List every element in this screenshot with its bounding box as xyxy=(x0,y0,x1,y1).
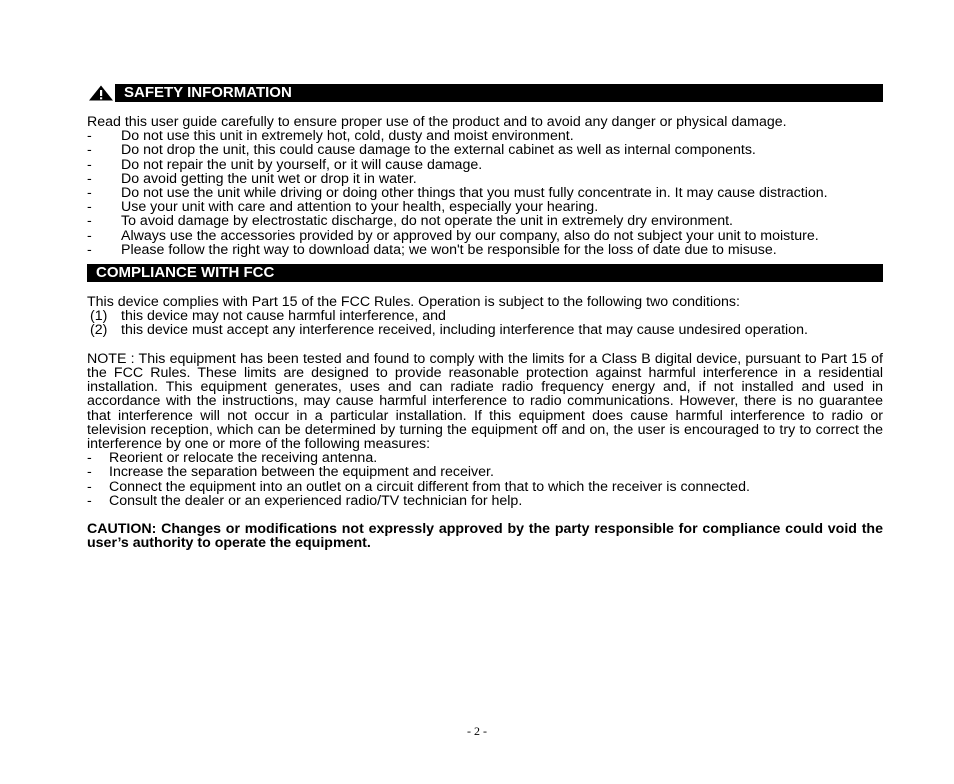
list-item xyxy=(87,214,883,228)
bullet-mark: - xyxy=(87,142,92,159)
condition-text: this device may not cause harmful interference, and xyxy=(121,308,446,325)
list-item-text: Increase the separation between the equipment and receiver. xyxy=(109,464,494,481)
list-item xyxy=(87,465,883,479)
list-item xyxy=(87,323,883,337)
safety-intro: Read this user guide carefully to ensure proper use of the product and to avoid any danger or physical damage. xyxy=(87,114,787,130)
list-item-text: Do not use this unit in extremely hot, cold, dusty and moist environment. xyxy=(121,128,574,145)
list-item-text: Do not use the unit while driving or doing other things that you must fully concentrate in. It may cause distraction. xyxy=(121,185,828,202)
bullet-mark: - xyxy=(87,185,92,202)
list-item-text: Always use the accessories provided by or approved by our company, also do not subject your unit to moisture. xyxy=(121,227,819,244)
fcc-title: COMPLIANCE WITH FCC xyxy=(96,264,275,282)
list-item-text: Use your unit with care and attention to your health, especially your hearing. xyxy=(121,199,599,216)
list-item xyxy=(87,172,883,186)
list-item xyxy=(87,494,883,508)
list-item xyxy=(87,243,883,257)
list-item-text: Reorient or relocate the receiving antenna. xyxy=(109,450,378,467)
bullet-mark: - xyxy=(87,478,92,495)
condition-number: (2) xyxy=(90,322,108,339)
list-item xyxy=(87,200,883,214)
bullet-mark: - xyxy=(87,464,92,481)
list-item xyxy=(87,309,883,323)
bullet-mark: - xyxy=(87,213,92,230)
list-item xyxy=(87,186,883,200)
fcc-measures xyxy=(87,451,883,508)
document-page xyxy=(87,84,883,551)
list-item-text: To avoid damage by electrostatic discharge, do not operate the unit in extremely dry environment. xyxy=(121,213,733,230)
bullet-mark: - xyxy=(87,170,92,187)
list-item xyxy=(87,451,883,465)
warning-triangle-icon xyxy=(87,84,115,102)
bullet-mark: - xyxy=(87,492,92,509)
list-item xyxy=(87,158,883,172)
safety-header-bar xyxy=(87,84,883,102)
condition-number: (1) xyxy=(90,308,108,325)
safety-title: SAFETY INFORMATION xyxy=(124,84,292,101)
fcc-intro: This device complies with Part 15 of the FCC Rules. Operation is subject to the following two conditions: xyxy=(87,294,740,311)
bullet-mark: - xyxy=(87,227,92,244)
safety-list xyxy=(87,129,883,257)
condition-text: this device must accept any interference received, including interference that may cause undesired operation. xyxy=(121,322,808,339)
list-item-text: Consult the dealer or an experienced radio/TV technician for help. xyxy=(109,492,523,509)
bullet-mark: - xyxy=(87,128,92,145)
fcc-note: NOTE : This equipment has been tested and found to comply with the limits for a Class B digital device, pursuant to Part 15 of the FCC Rules. These limits are designed to provide reasonable protection against harmful interference in a residential installation. This equipment generates, uses and can radiate radio frequency energy and, if not installed and used in accordance with the instructions, may cause harmful interference to radio communications. However, there is no guarantee that interference will not occur in a particular installation. If this equipment does cause harmful interference to radio or television reception, which can be determined by turning the equipment off and on, the user is encouraged to try to correct the interference by one or more of the following measures: xyxy=(87,350,883,453)
list-item xyxy=(87,129,883,143)
fcc-header-bar xyxy=(87,264,883,282)
caution-notice: CAUTION: Changes or modifications not expressly approved by the party responsible for compliance could void the user’s authority to operate the equipment. xyxy=(87,521,883,552)
list-item xyxy=(87,480,883,494)
page-number: - 2 - xyxy=(467,724,487,738)
list-item-text: Connect the equipment into an outlet on a circuit different from that to which the receiver is connected. xyxy=(109,478,750,495)
list-item-text: Do avoid getting the unit wet or drop it in water. xyxy=(121,170,417,187)
list-item-text: Do not drop the unit, this could cause damage to the external cabinet as well as internal components. xyxy=(121,142,756,159)
bullet-mark: - xyxy=(87,450,92,467)
bullet-mark: - xyxy=(87,199,92,216)
bullet-mark: - xyxy=(87,156,92,173)
list-item xyxy=(87,143,883,157)
fcc-conditions xyxy=(87,309,883,337)
list-item-text: Do not repair the unit by yourself, or it will cause damage. xyxy=(121,156,483,173)
bullet-mark: - xyxy=(87,241,92,258)
list-item-text: Please follow the right way to download data; we won't be responsible for the loss of date due to misuse. xyxy=(121,241,777,258)
list-item xyxy=(87,229,883,243)
